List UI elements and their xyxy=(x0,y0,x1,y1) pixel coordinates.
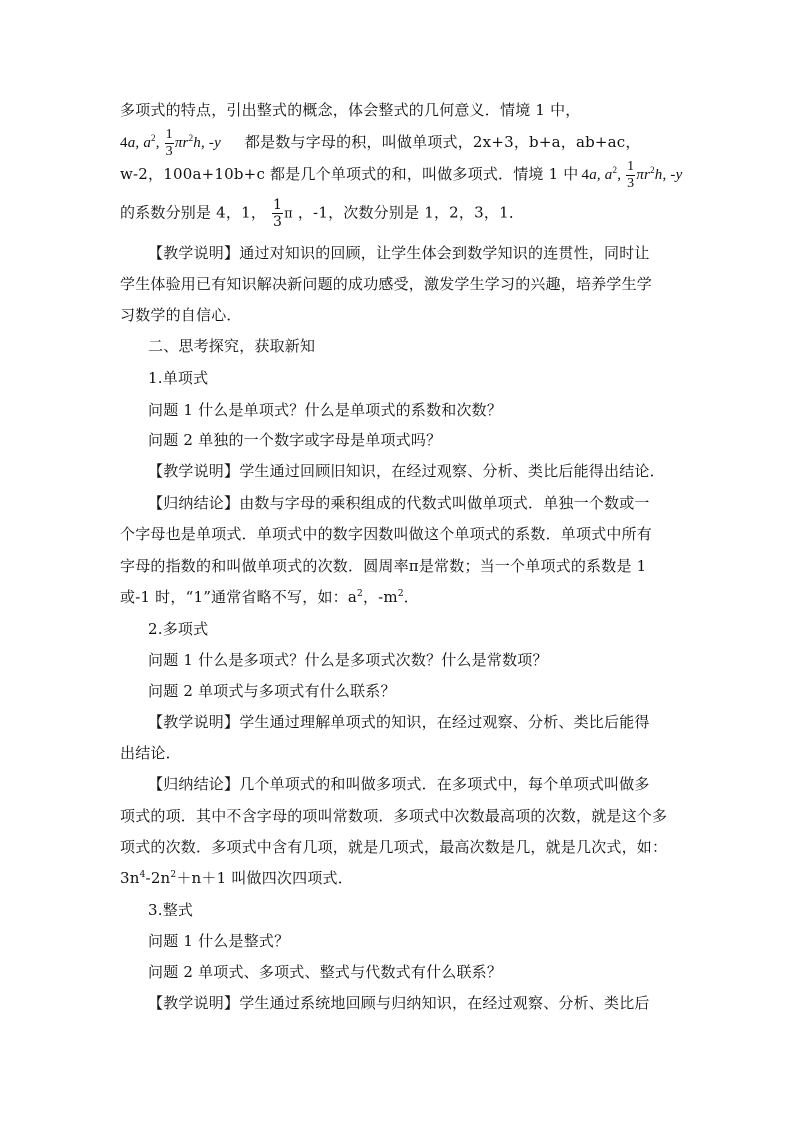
teaching-note: 【教学说明】学生通过系统地回顾与归纳知识，在经过观察、分析、类比后 xyxy=(148,994,650,1012)
conclusion: 【归纳结论】几个单项式的和叫做多项式．在多项式中，每个单项式叫做多 xyxy=(148,775,650,793)
teaching-note: 【教学说明】学生通过理解单项式的知识，在经过观察、分析、类比后能得 xyxy=(148,713,650,731)
paragraph-line: $3n^4-2n^2+n+1$ 叫做四次四项式． xyxy=(120,869,353,887)
paragraph-line: 学生体验用已有知识解决新问题的成功感受，激发学生学习的兴趣，培养学生学 xyxy=(120,275,653,293)
paragraph-line: 的系数分别是 4，1， $\frac{1}{3}$ π ，-1，次数分别是 1，2，3，1． xyxy=(120,197,525,230)
subsection-heading: 3.整式 xyxy=(148,901,194,919)
paragraph-line: 出结论． xyxy=(120,744,181,762)
teaching-note: 【教学说明】学生通过回顾旧知识，在经过观察、分析、类比后能得出结论． xyxy=(148,462,665,480)
paragraph-line: 个字母也是单项式．单项式中的数字因数叫做这个单项式的系数．单项式中所有 xyxy=(120,525,653,543)
subsection-heading: 2.多项式 xyxy=(148,620,209,638)
question: 问题 2 单项式、多项式、整式与代数式有什么联系？ xyxy=(148,963,503,981)
math-line: 4a, $a^2$, $\frac{1}{3}$ $\pi r^2h$, -y 都是数与字母的积，叫做单项式，2x+3，b+a，ab+ac， xyxy=(120,127,641,159)
teaching-note: 【教学说明】通过对知识的回顾，让学生体会到数学知识的连贯性，同时让 xyxy=(148,244,650,262)
paragraph-line: 习数学的自信心． xyxy=(120,306,242,324)
fraction: $\frac{1}{3}$ xyxy=(165,127,173,159)
question: 问题 1 什么是多项式？什么是多项式次数？什么是常数项？ xyxy=(148,651,548,669)
question: 问题 1 什么是整式？ xyxy=(148,932,290,950)
paragraph-line: 或-1 时，“1”通常省略不写，如：$a^2$，$-m^2$． xyxy=(120,588,419,606)
monomial-list: 4a, $a^2$, $\frac{1}{3}$ $\pi r^2h$, -y xyxy=(581,159,683,191)
monomial-list: 4a, $a^2$, $\frac{1}{3}$ $\pi r^2h$, -y xyxy=(120,127,221,159)
paragraph-line: 多项式的特点，引出整式的概念，体会整式的几何意义．情境 1 中， xyxy=(120,101,581,119)
section-heading: 二、思考探究，获取新知 xyxy=(148,337,316,355)
paragraph-line: 字母的指数的和叫做单项式的次数．圆周率π是常数；当一个单项式的系数是 1 xyxy=(120,557,647,575)
question: 问题 2 单项式与多项式有什么联系？ xyxy=(148,682,396,700)
question: 问题 2 单独的一个数字或字母是单项式吗？ xyxy=(148,431,442,449)
subsection-heading: 1.单项式 xyxy=(148,369,209,387)
paragraph-line: 项式的项．其中不含字母的项叫常数项．多项式中次数最高项的次数，就是这个多 xyxy=(120,807,668,825)
fraction: $\frac{1}{3}$ xyxy=(627,159,635,191)
fraction: $\frac{1}{3}$ xyxy=(273,197,283,230)
paragraph-line: 项式的次数．多项式中含有几项，就是几项式，最高次数是几，就是几次式，如： xyxy=(120,838,668,856)
question: 问题 1 什么是单项式？什么是单项式的系数和次数？ xyxy=(148,401,503,419)
conclusion: 【归纳结论】由数与字母的乘积组成的代数式叫做单项式．单独一个数或一 xyxy=(148,494,650,512)
math-line: w-2，100a+10b+c 都是几个单项式的和，叫做多项式．情境 1 中 4a, $a^2$, $\frac{1}{3}$ $\pi r^2h$, -y xyxy=(120,159,683,191)
